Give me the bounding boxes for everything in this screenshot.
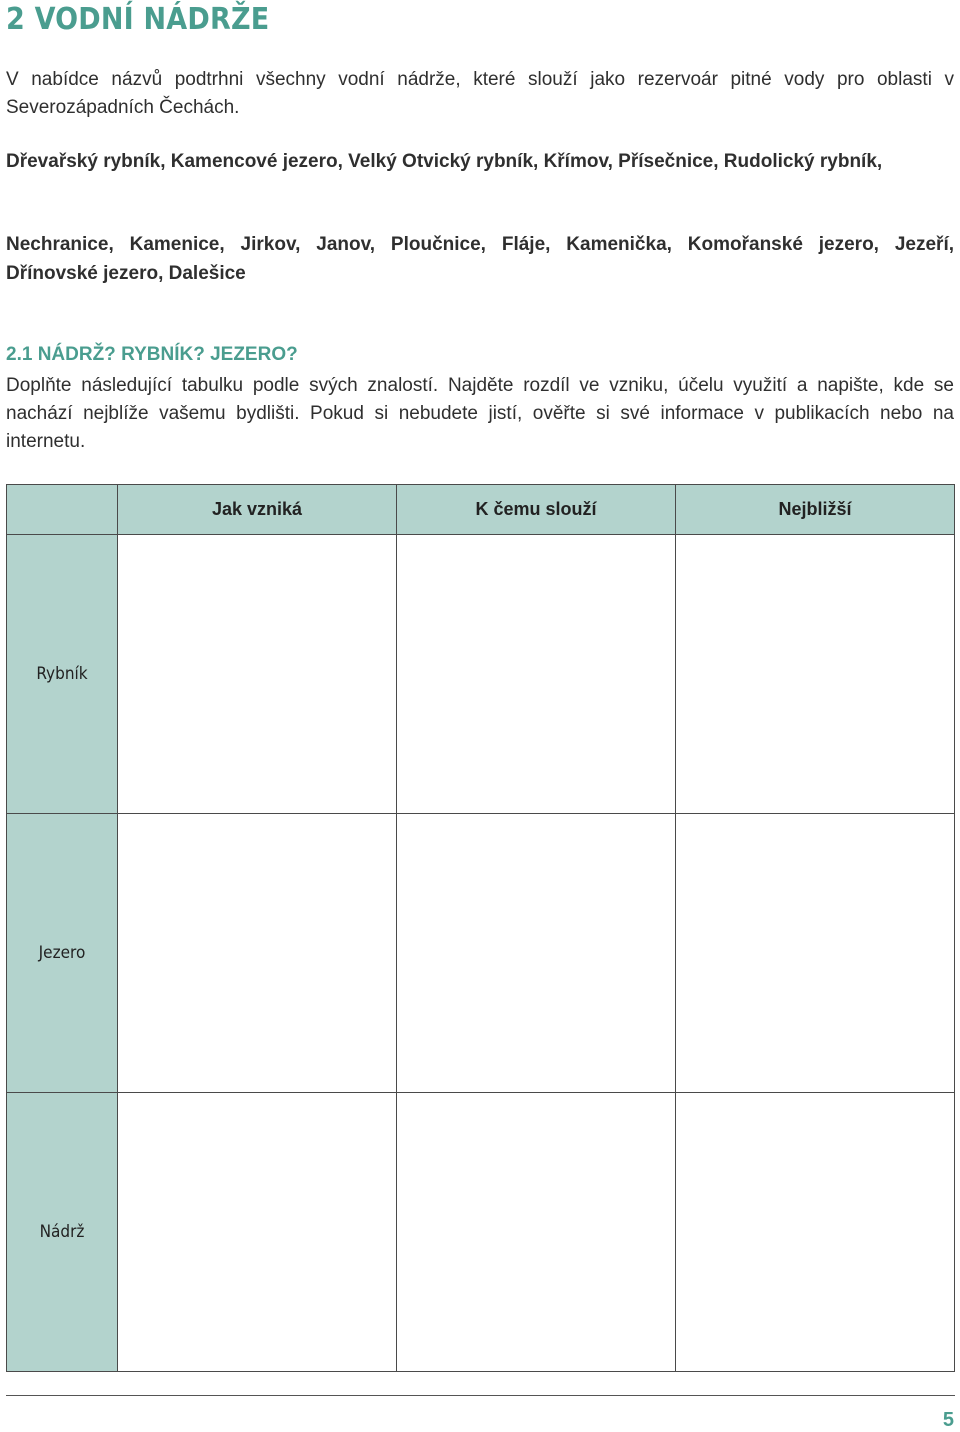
answer-cell-rybnik-nejblizsi[interactable] bbox=[676, 535, 955, 814]
reservoir-names-line-1: Dřevařský rybník, Kamencové jezero, Velký Otvický rybník, Křímov, Přísečnice, Rudolický rybník, bbox=[6, 151, 883, 172]
reservoir-names-line-2: Nechranice, Kamenice, Jirkov, Janov, Ploučnice, Fláje, Kamenička, Komořanské jezero, Jezeří, Dřínovské jezero, Dalešice bbox=[6, 234, 954, 284]
page-title: 2 VODNÍ NÁDRŽE bbox=[6, 2, 270, 37]
task-intro-text: V nabídce názvů podtrhni všechny vodní nádrže, které slouží jako rezervoár pitné vody pro oblasti v Severozápadních Čechách. bbox=[6, 69, 954, 118]
table-row-rybnik bbox=[7, 535, 955, 814]
answer-cell-jezero-k-cemu-slouzi[interactable] bbox=[397, 814, 676, 1093]
page-number: 5 bbox=[942, 1409, 954, 1431]
column-header-k-cemu-slouzi: K čemu slouží bbox=[397, 485, 676, 535]
answer-cell-rybnik-jak-vznika[interactable] bbox=[118, 535, 397, 814]
table-instructions-text: Doplňte následující tabulku podle svých znalostí. Najděte rozdíl ve vzniku, účelu využití a napište, kde se nachází nejblíže vašemu bydlišti. Pokud si nebudete jistí, ověřte si své informace v publikacích nebo na internetu. bbox=[6, 375, 954, 452]
table-row-nadrz bbox=[7, 1093, 955, 1372]
comparison-table bbox=[6, 484, 955, 1372]
answer-cell-jezero-nejblizsi[interactable] bbox=[676, 814, 955, 1093]
section-heading: 2.1 NÁDRŽ? RYBNÍK? JEZERO? bbox=[6, 344, 298, 365]
column-header-nejblizsi: Nejbližší bbox=[676, 485, 955, 535]
column-header-jak-vznika: Jak vzniká bbox=[118, 485, 397, 535]
answer-cell-nadrz-k-cemu-slouzi[interactable] bbox=[397, 1093, 676, 1372]
answer-cell-nadrz-jak-vznika[interactable] bbox=[118, 1093, 397, 1372]
table-header-row bbox=[7, 485, 955, 535]
row-label-nadrz: Nádrž bbox=[7, 1093, 118, 1372]
table-row-jezero bbox=[7, 814, 955, 1093]
answer-cell-jezero-jak-vznika[interactable] bbox=[118, 814, 397, 1093]
answer-cell-nadrz-nejblizsi[interactable] bbox=[676, 1093, 955, 1372]
footer-divider bbox=[6, 1395, 955, 1396]
table-corner-cell bbox=[7, 485, 118, 535]
row-label-rybnik: Rybník bbox=[7, 535, 118, 814]
answer-cell-rybnik-k-cemu-slouzi[interactable] bbox=[397, 535, 676, 814]
row-label-jezero: Jezero bbox=[7, 814, 118, 1093]
